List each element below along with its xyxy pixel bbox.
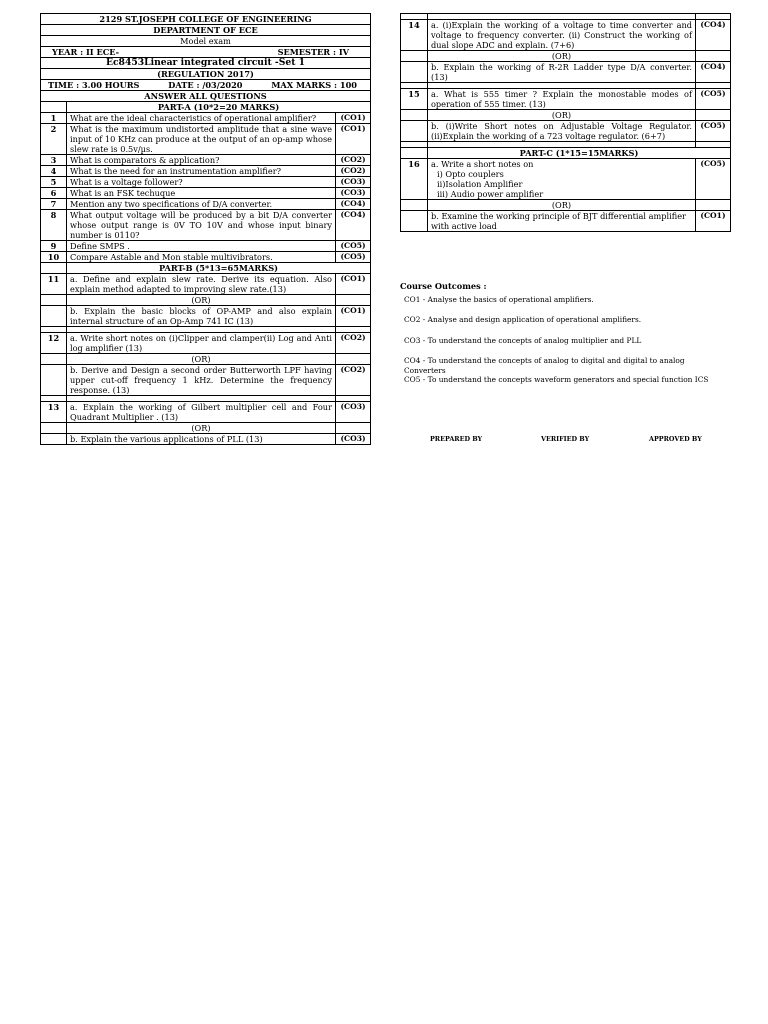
table-row: 13 a. Explain the working of Gilbert multiplier cell and Four Quadrant Multiplier . (13) (CO3) — [41, 402, 371, 423]
department: DEPARTMENT OF ECE — [41, 25, 371, 36]
or-separator: (OR) — [428, 200, 696, 211]
course-outcomes-title: Course Outcomes : — [400, 281, 487, 291]
semester: SEMESTER : IV — [277, 47, 350, 57]
or-separator: (OR) — [428, 51, 696, 62]
table-row: 9 Define SMPS . (CO5) — [41, 241, 371, 252]
table-row: 2 What is the maximum undistorted amplitude that a sine wave input of 10 KHz can produce at the output of an op-amp whose slew rate is 0.5v/µs. (CO1) — [41, 124, 371, 155]
approved-by: APPROVED BY — [649, 435, 702, 443]
regulation: (REGULATION 2017) — [41, 69, 371, 80]
table-row: b. Explain the various applications of PLL (13) (CO3) — [41, 434, 371, 445]
table-row: 3 What is comparators & application? (CO2) — [41, 155, 371, 166]
part-b-title: PART-B (5*13=65MARKS) — [67, 263, 371, 274]
or-separator: (OR) — [67, 354, 336, 365]
instruction: ANSWER ALL QUESTIONS — [41, 91, 371, 102]
outcome-co4: CO4 - To understand the concepts of analog to digital and digital to analog Converters — [404, 356, 685, 375]
table-row: 1 What are the ideal characteristics of operational amplifier? (CO1) — [41, 113, 371, 124]
part-c-title: PART-C (1*15=15MARKS) — [428, 148, 731, 159]
or-separator: (OR) — [67, 423, 336, 434]
table-row: 5 What is a voltage follower? (CO3) — [41, 177, 371, 188]
course-outcomes — [400, 282, 730, 385]
exam-type: Model exam — [41, 36, 371, 47]
table-row: 10 Compare Astable and Mon stable multivibrators. (CO5) — [41, 252, 371, 263]
verified-by: VERIFIED BY — [541, 435, 590, 443]
table-row: 4 What is the need for an instrumentation amplifier? (CO2) — [41, 166, 371, 177]
table-row: 7 Mention any two specifications of D/A converter. (CO4) — [41, 199, 371, 210]
table-row: 16 a. Write a short notes on i) Opto couplers ii)Isolation Amplifier iii) Audio power amplifier (CO5) — [401, 159, 731, 200]
table-row: b. (i)Write Short notes on Adjustable Voltage Regulator. (ii)Explain the working of a 723 voltage regulator. (6+7) (CO5) — [401, 121, 731, 142]
table-row: b. Examine the working principle of BJT differential amplifier with active load (CO1) — [401, 211, 731, 232]
outcome-co1: CO1 - Analyse the basics of operational amplifiers. — [404, 294, 594, 304]
outcome-co5: CO5 - To understand the concepts waveform generators and special function ICS — [404, 375, 709, 384]
time: TIME : 3.00 HOURS — [48, 80, 140, 90]
table-row: b. Explain the basic blocks of OP-AMP and also explain internal structure of an Op-Amp 741 IC (13) (CO1) — [41, 306, 371, 327]
table-row: b. Derive and Design a second order Butterworth LPF having upper cut-off frequency 1 kHz. Determine the frequency response. (13) (CO2) — [41, 365, 371, 396]
question-table-left — [40, 13, 371, 445]
table-row: b. Explain the working of R-2R Ladder type D/A converter. (13) (CO4) — [401, 62, 731, 83]
table-row: 12 a. Write short notes on (i)Clipper and clamper(ii) Log and Anti log amplifier (13) (CO2) — [41, 333, 371, 354]
date: DATE : /03/2020 — [168, 80, 243, 90]
college-name: 2129 ST.JOSEPH COLLEGE OF ENGINEERING — [41, 14, 371, 25]
table-row: 8 What output voltage will be produced by a bit D/A converter whose output range is 0V TO 10V and whose input binary number is 0110? (CO4) — [41, 210, 371, 241]
or-separator: (OR) — [67, 295, 336, 306]
subject-title: Ec8453Linear integrated circuit -Set 1 — [41, 58, 371, 69]
year-semester-row — [41, 47, 371, 58]
table-row: 14 a. (i)Explain the working of a voltage to time converter and voltage to frequency converter. (ii) Construct the working of dual slope ADC and explain. (7+6) (CO4) — [401, 20, 731, 51]
year: YEAR : II ECE- — [52, 47, 120, 57]
outcome-co2: CO2 - Analyse and design application of operational amplifiers. — [404, 315, 642, 324]
max-marks: MAX MARKS : 100 — [271, 80, 358, 90]
prepared-by: PREPARED BY — [430, 435, 483, 443]
outcome-co3: CO3 - To understand the concepts of analog multiplier and PLL — [404, 335, 642, 345]
table-row: 15 a. What is 555 timer ? Explain the monostable modes of operation of 555 timer. (13) (CO5) — [401, 89, 731, 110]
table-row: 6 What is an FSK techuque (CO3) — [41, 188, 371, 199]
time-date-marks-row — [41, 80, 371, 91]
table-row: 11 a. Define and explain slew rate. Derive its equation. Also explain method adapted to improving slew rate.(13) (CO1) — [41, 274, 371, 295]
part-a-title: PART-A (10*2=20 MARKS) — [67, 102, 371, 113]
or-separator: (OR) — [428, 110, 696, 121]
question-table-right — [400, 13, 731, 232]
